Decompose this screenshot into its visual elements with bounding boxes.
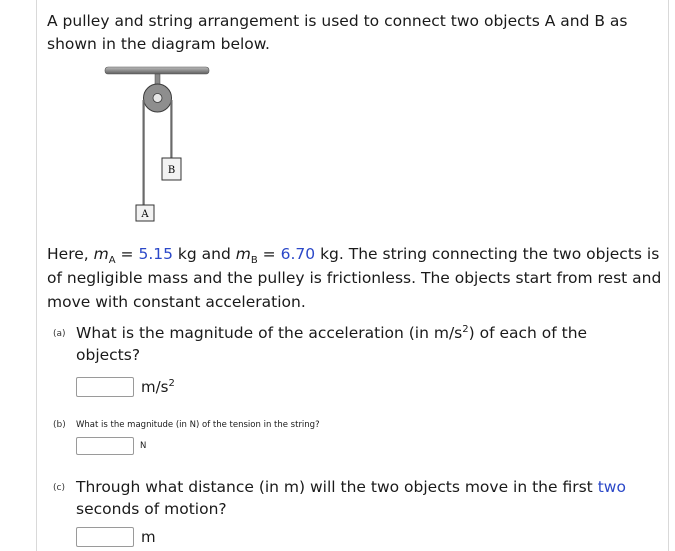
tension-input[interactable] (76, 437, 134, 455)
problem-intro: A pulley and string arrangement is used to connect two objects A and B as shown in the diagram below. (47, 12, 628, 53)
part-b-unit: N (140, 441, 147, 451)
part-a-letter: (a) (53, 329, 66, 339)
object-b-label: B (167, 165, 176, 176)
mass-a-value: 5.15 (138, 245, 173, 263)
pulley-diagram (100, 62, 212, 224)
part-c-letter: (c) (53, 483, 65, 493)
mass-b-value: 6.70 (280, 245, 316, 263)
given-values: Here, $m_A = 5.15$ kg and $m_B = 6.70$ kg. The string connecting the two objects is of negligible mass and the pulley is frictionless. The objects start from rest and move with constant acceleration. (47, 245, 662, 311)
object-a-label: A (141, 209, 149, 220)
part-b-answer (76, 437, 146, 455)
acceleration-input[interactable] (76, 377, 134, 397)
ceiling-bar (105, 67, 209, 74)
part-a-answer (76, 377, 175, 397)
part-a-question: What is the magnitude of the acceleration (in $m/s^2$) of each of the objects? (76, 323, 588, 364)
part-a-unit: $m/s^2$ (141, 378, 175, 396)
part-c-answer (76, 527, 156, 547)
part-c-question: Through what distance (in m) will the two objects move in the first two seconds of motion? (76, 478, 626, 518)
distance-input[interactable] (76, 527, 134, 547)
two-link[interactable]: two (597, 478, 626, 496)
part-b-question: What is the magnitude (in N) of the tension in the string? (76, 420, 320, 430)
pulley-axle (153, 94, 162, 103)
part-b-letter: (b) (53, 420, 66, 430)
part-c-unit: m (141, 528, 156, 546)
